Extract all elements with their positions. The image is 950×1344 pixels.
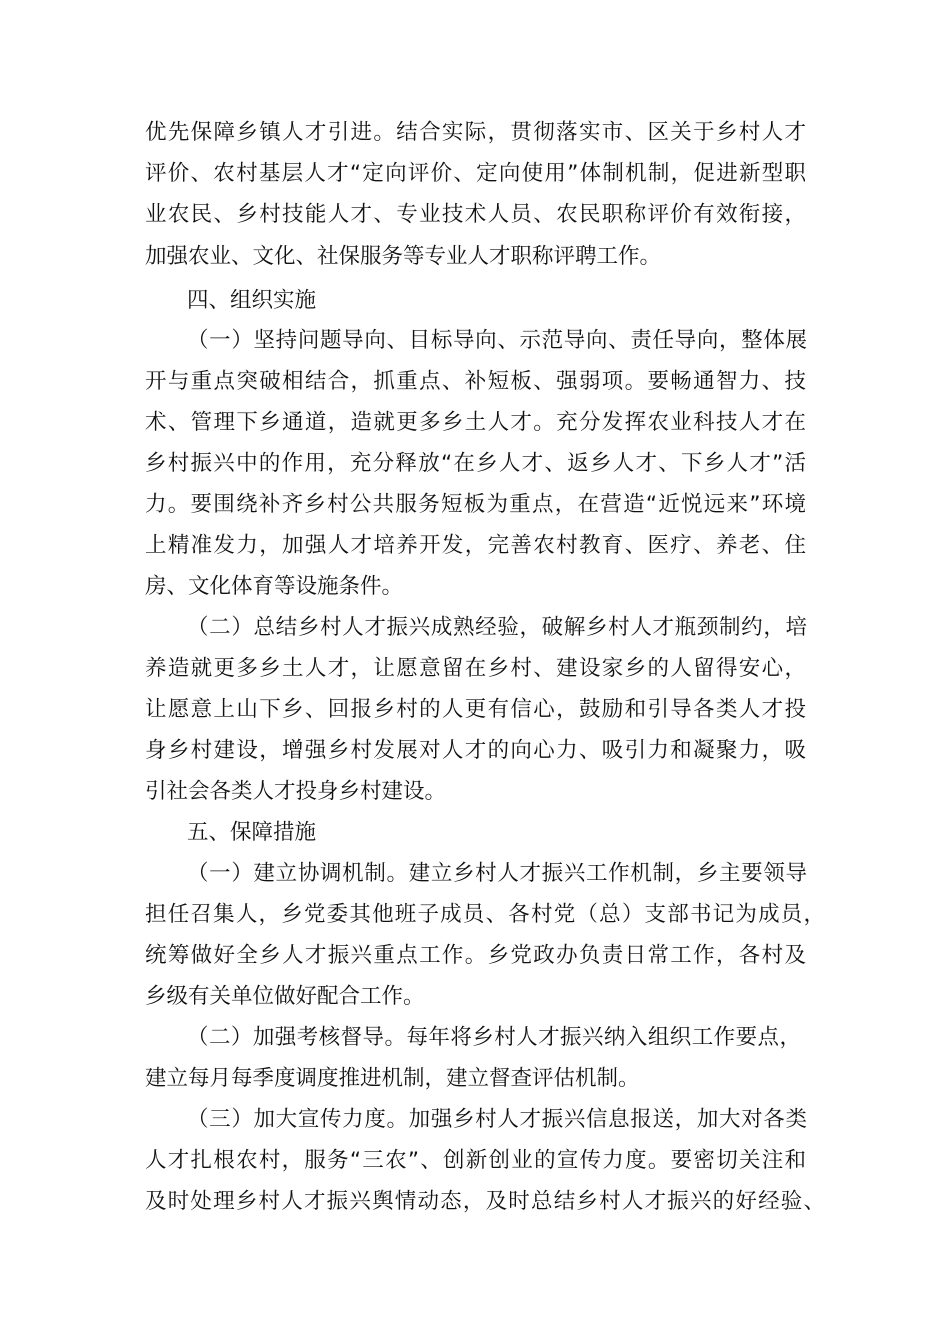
text-line: 力。要围绕补齐乡村公共服务短板为重点，在营造“近悦远来”环境: [145, 492, 806, 517]
text-line: 乡级有关单位做好配合工作。: [145, 984, 425, 1009]
text-line: 优先保障乡镇人才引进。结合实际，贯彻落实市、区关于乡村人才: [145, 120, 806, 145]
text-line: 让愿意上山下乡、回报乡村的人更有信心，鼓励和引导各类人才投: [145, 697, 806, 722]
text-line: （一）建立协调机制。建立乡村人才振兴工作机制，乡主要领导: [187, 861, 807, 886]
text-line: 加强农业、文化、社保服务等专业人才职称评聘工作。: [145, 244, 662, 269]
section-heading: 五、保障措施: [187, 820, 317, 845]
text-line: 养造就更多乡土人才，让愿意留在乡村、建设家乡的人留得安心，: [145, 656, 806, 681]
text-line: 建立每月每季度调度推进机制，建立督查评估机制。: [145, 1066, 640, 1091]
text-line: （二）加强考核督导。每年将乡村人才振兴纳入组织工作要点，: [187, 1025, 801, 1050]
text-line: 引社会各类人才投身乡村建设。: [145, 779, 447, 804]
section-heading: 四、组织实施: [187, 288, 317, 313]
text-line: 评价、农村基层人才“定向评价、定向使用”体制机制，促进新型职: [145, 161, 806, 186]
text-line: （一）坚持问题导向、目标导向、示范导向、责任导向，整体展: [187, 328, 807, 353]
text-line: 及时处理乡村人才振兴舆情动态，及时总结乡村人才振兴的好经验、: [145, 1189, 825, 1214]
text-line: 担任召集人，乡党委其他班子成员、各村党（总）支部书记为成员，: [145, 902, 825, 927]
text-line: （三）加大宣传力度。加强乡村人才振兴信息报送，加大对各类: [187, 1107, 807, 1132]
text-line: （二）总结乡村人才振兴成熟经验，破解乡村人才瓶颈制约，培: [187, 615, 807, 640]
text-line: 统筹做好全乡人才振兴重点工作。乡党政办负责日常工作，各村及: [145, 943, 806, 968]
text-line: 房、文化体育等设施条件。: [145, 574, 404, 599]
text-line: 术、管理下乡通道，造就更多乡土人才。充分发挥农业科技人才在: [145, 410, 806, 435]
text-line: 乡村振兴中的作用，充分释放“在乡人才、返乡人才、下乡人才”活: [145, 451, 806, 476]
text-line: 上精准发力，加强人才培养开发，完善农村教育、医疗、养老、住: [145, 533, 806, 558]
text-line: 业农民、乡村技能人才、专业技术人员、农民职称评价有效衔接，: [145, 202, 806, 227]
text-line: 身乡村建设，增强乡村发展对人才的向心力、吸引力和凝聚力，吸: [145, 738, 806, 763]
text-line: 开与重点突破相结合，抓重点、补短板、强弱项。要畅通智力、技: [145, 369, 806, 394]
text-line: 人才扎根农村，服务“三农”、创新创业的宣传力度。要密切关注和: [145, 1148, 806, 1173]
